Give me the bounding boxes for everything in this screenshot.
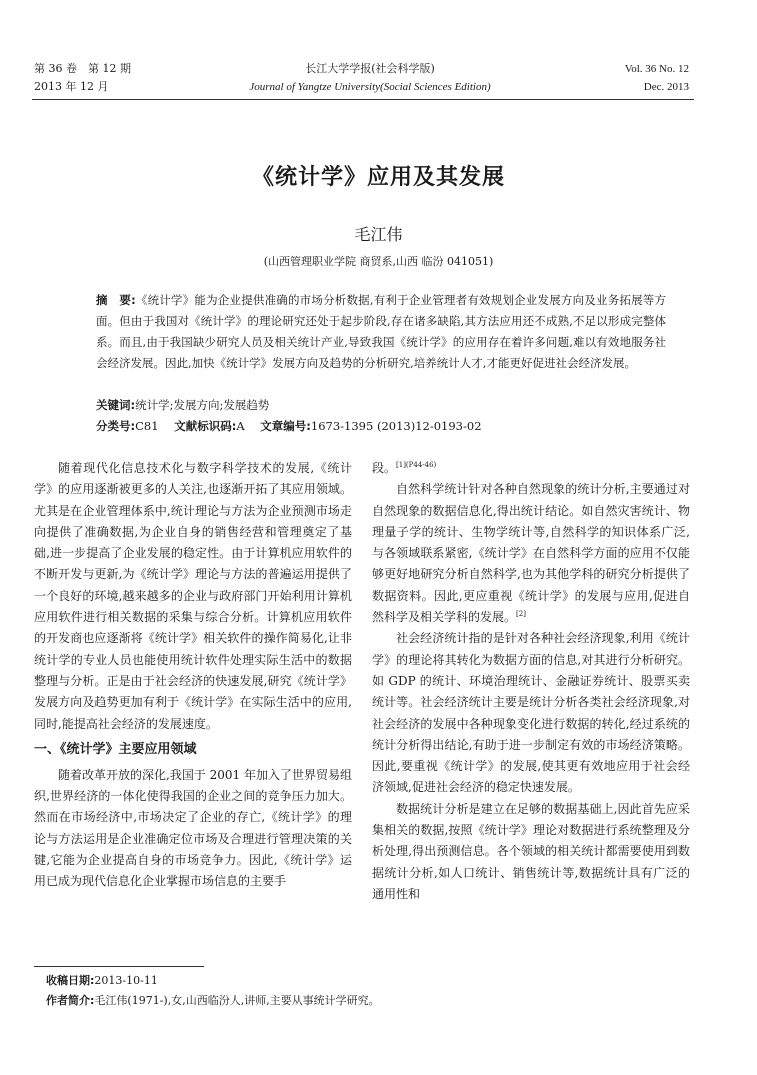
abstract-text: 《统计学》能为企业提供准确的市场分析数据,有利于企业管理者有效规划企业发展方向及业务拓展等方面。但由于我国对《统计学》的理论研究还处于起步阶段,存在诸多缺陷,其方法应用还不成熟,不足以形成完整体系。而且,由于我国缺少研究人员及相关统计产业,导致我国《统计学》的应用存在着许多问题,难以有效地服务社会经济发展。因此,加快《统计学》发展方向及趋势的分析研究,培养统计人才,才能更好促进社会经济发展。: [96, 293, 666, 370]
article-number-label: 文章编号:: [260, 419, 311, 433]
doc-code-label: 文献标识码:: [174, 419, 237, 433]
article-number-value: 1673-1395 (2013)12-0193-02: [310, 419, 482, 433]
received-value: 2013-10-11: [94, 974, 158, 987]
body-paragraph: 社会经济统计指的是针对各种社会经济现象,利用《统计学》的理论将其转化为数据方面的信息,对其进行分析研究。如 GDP 的统计、环境治理统计、金融证券统计、股票买卖统计等。社会经济统计主要是统计分析各类社会经济现象,对社会经济的发展中各种现象变化进行数据的转化,经过系统的统计分析得出结论,有助于进一步制定有效的市场经济策略。因此,要重视《统计学》的发展,使其更有效地应用于社会经济领域,促进社会经济的稳定快速发展。: [372, 631, 690, 795]
doc-code-value: A: [236, 419, 245, 433]
body-paragraph: 随着改革开放的深化,我国于 2001 年加入了世界贸易组织,世界经济的一体化使得我国的企业之间的竞争压力加大。然而在市场经济中,市场决定了企业的存亡,《统计学》的理论与方法运用是企业准确定位市场及合理进行管理决策的关键,它能为企业提高自身的市场竞争力。因此,《统计学》运用已成为现代信息化企业掌握市场信息的主要手: [34, 767, 352, 889]
header-volume-cn: 第 36 卷 第 12 期: [34, 62, 131, 75]
classification-line: [96, 416, 482, 437]
body-paragraph: [372, 479, 690, 628]
header-date-cn: 2013 年 12 月: [34, 80, 109, 93]
body-column-left: [34, 458, 352, 893]
keywords-label: 关键词:: [96, 398, 136, 412]
class-number-label: 分类号:: [96, 419, 136, 433]
header-right: [625, 60, 689, 96]
author-bio-label: 作者简介:: [46, 994, 95, 1007]
received-label: 收稿日期:: [46, 974, 95, 987]
citation-ref: [1](P44-46): [396, 461, 437, 469]
journal-header: [0, 0, 757, 100]
paper-author: 毛江伟: [354, 225, 403, 244]
keywords-text: 统计学;发展方向;发展趋势: [135, 398, 270, 412]
author-bio: [46, 991, 380, 1011]
paragraph-text: 自然科学统计针对各种自然现象的统计分析,主要通过对自然现象的数据信息化,得出统计结论。如自然灾害统计、物理量子学的统计、生物学统计等,自然科学的知识体系广泛,与各领域联系紧密,《统计学》在自然科学方面的应用不仅能够更好地研究分析自然科学,也为其他学科的研究分析提供了数据资料。因此,更应重视《统计学》的发展与应用,促进自然科学及相关学科的发展。: [372, 482, 690, 625]
section-heading: 一、《统计学》主要应用领域: [34, 741, 197, 757]
class-number-value: C81: [135, 419, 159, 433]
header-journal-cn: 长江大学学报(社会科学版): [305, 62, 435, 75]
header-volume-en: Vol. 36 No. 12: [624, 63, 689, 75]
paragraph-text: 段。: [372, 461, 397, 475]
body-column-right: [372, 458, 690, 905]
header-rule: [32, 99, 694, 100]
footnote-rule: [34, 966, 204, 967]
author-affiliation: (山西管理职业学院 商贸系,山西 临汾 041051): [263, 255, 494, 268]
received-date: [46, 971, 380, 991]
author-bio-value: 毛江伟(1971-),女,山西临汾人,讲师,主要从事统计学研究。: [94, 994, 380, 1007]
header-left: [34, 60, 131, 96]
paper-title: 《统计学》应用及其发展: [251, 165, 505, 190]
header-date-en: Dec. 2013: [643, 81, 689, 93]
body-paragraph: [372, 458, 690, 479]
body-paragraph: 数据统计分析是建立在足够的数据基础上,因此首先应采集相关的数据,按照《统计学》理论对数据进行系统整理及分析处理,得出预测信息。各个领域的相关统计都需要使用到数据统计分析,如人口统计、销售统计等,数据统计具有广泛的通用性和: [372, 801, 690, 901]
keywords: [96, 395, 269, 416]
abstract-label: 摘 要:: [96, 293, 136, 307]
footnotes: [46, 971, 380, 1011]
body-paragraph: 随着现代化信息技术化与数字科学技术的发展,《统计学》的应用逐渐被更多的人关注,也逐渐开拓了其应用领域。尤其是在企业管理体系中,统计理论与方法为企业预测市场走向提供了准确数据,为企业自身的销售经营和管理奠定了基础,进一步提高了企业发展的稳定性。由于计算机应用软件的不断开发与更新,为《统计学》理论与方法的普遍运用提供了一个良好的环境,越来越多的企业与政府部门开始利用计算机应用软件进行相关数据的采集与综合分析。计算机应用软件的开发商也应逐渐将《统计学》相关软件的操作简易化,让非统计学的专业人员也能使用统计软件处理实际生活中的数据整理与分析。正是由于社会经济的快速发展,研究《统计学》发展方向及趋势更加有利于《统计学》在实际生活中的应用,同时,能提高社会经济的发展速度。: [34, 461, 352, 731]
citation-ref: [2]: [516, 610, 526, 619]
abstract: [96, 290, 666, 374]
header-journal-en: Journal of Yangtze University(Social Sciences Edition): [249, 81, 491, 93]
header-center: [150, 60, 590, 96]
